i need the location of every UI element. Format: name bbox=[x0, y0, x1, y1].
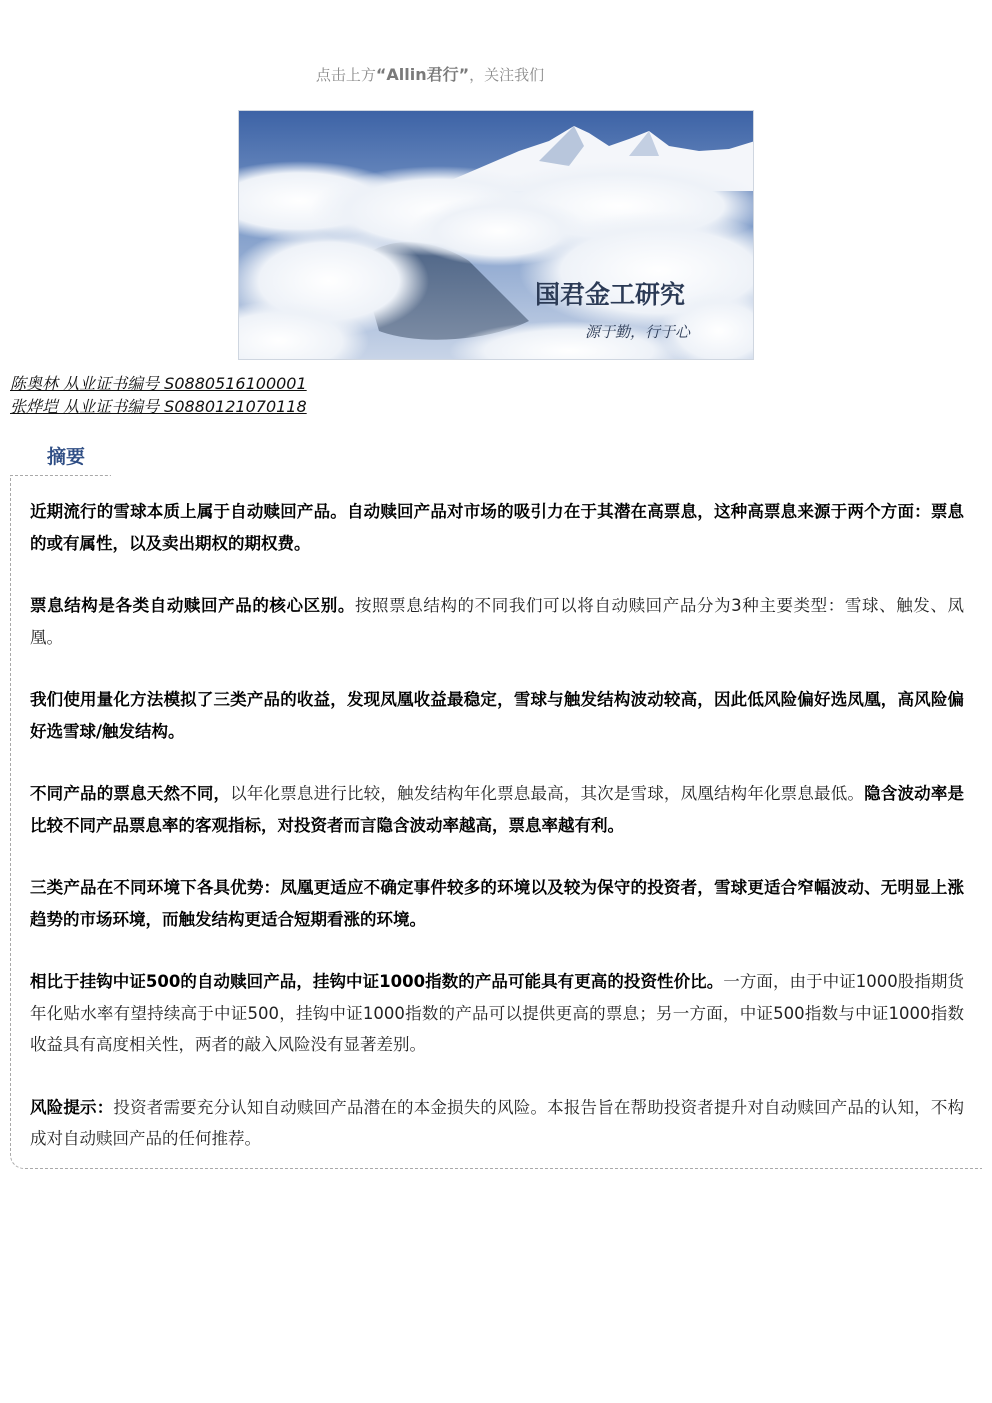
abstract-paragraph bbox=[30, 684, 964, 747]
banner-slogan: 源于勤，行于心 bbox=[585, 323, 691, 341]
mountain-clouds-illustration bbox=[239, 111, 754, 360]
paragraph-text: 按照票息结构的不同我们可以将自动赎回产品分为3种主要类型：雪球、触发、凤凰。 bbox=[30, 596, 965, 647]
paragraph-bold-tail: 隐含波动率是比较不同产品票息率的客观指标，对投资者而言隐含波动率越高，票息率越有利。 bbox=[30, 784, 965, 835]
paragraph-bold: 三类产品在不同环境下各具优势：凤凰更适应不确定事件较多的环境以及较为保守的投资者，雪球更适合窄幅波动、无明显上涨趋势的市场环境，而触发结构更适合短期看涨的环境。 bbox=[30, 878, 964, 929]
paragraph-bold: 风险提示： bbox=[30, 1097, 114, 1117]
banner-title: 国君金工研究 bbox=[535, 280, 686, 309]
abstract-heading: 摘要 bbox=[47, 446, 86, 468]
paragraph-text: 一方面，由于中证1000股指期货年化贴水率有望持续高于中证500，挂钩中证1000指数的产品可以提供更高的票息；另一方面，中证500指数与中证1000指数收益具有高度相关性，两者的敲入风险没有显著差别。 bbox=[30, 972, 964, 1054]
follow-suffix: ，关注我们 bbox=[469, 66, 545, 84]
author-line[interactable]: 张烨垲 从业证书编号 S0880121070118 bbox=[10, 397, 307, 416]
abstract-paragraph bbox=[30, 966, 964, 1061]
abstract-paragraph bbox=[30, 872, 964, 935]
paragraph-bold: 我们使用量化方法模拟了三类产品的收益，发现凤凰收益最稳定，雪球与触发结构波动较高，因此低风险偏好选凤凰，高风险偏好选雪球/触发结构。 bbox=[30, 690, 964, 741]
paragraph-text: 投资者需要充分认知自动赎回产品潜在的本金损失的风险。本报告旨在帮助投资者提升对自动赎回产品的认知，不构成对自动赎回产品的任何推荐。 bbox=[30, 1097, 965, 1148]
abstract-paragraph bbox=[30, 778, 964, 841]
abstract-body bbox=[30, 496, 964, 1186]
account-name-link[interactable]: “Allin君行” bbox=[375, 65, 470, 84]
paragraph-bold: 不同产品的票息天然不同， bbox=[30, 784, 231, 803]
follow-prompt bbox=[0, 62, 860, 85]
paragraph-bold: 相比于挂钩中证500的自动赎回产品，挂钩中证1000指数的产品可能具有更高的投资性价比。 bbox=[30, 972, 724, 991]
risk-warning-paragraph bbox=[30, 1092, 964, 1155]
abstract-paragraph bbox=[30, 496, 964, 559]
paragraph-bold: 票息结构是各类自动赎回产品的核心区别。 bbox=[30, 596, 355, 615]
abstract-paragraph bbox=[30, 590, 964, 653]
paragraph-text: 以年化票息进行比较，触发结构年化票息最高，其次是雪球，凤凰结构年化票息最低。 bbox=[230, 784, 865, 803]
author-line[interactable]: 陈奥林 从业证书编号 S0880516100001 bbox=[10, 374, 307, 393]
paragraph-bold: 近期流行的雪球本质上属于自动赎回产品。自动赎回产品对市场的吸引力在于其潜在高票息，这种高票息来源于两个方面：票息的或有属性，以及卖出期权的期权费。 bbox=[30, 502, 964, 553]
author-list bbox=[10, 372, 307, 418]
follow-prefix: 点击上方 bbox=[315, 66, 376, 84]
banner-image bbox=[238, 110, 754, 360]
